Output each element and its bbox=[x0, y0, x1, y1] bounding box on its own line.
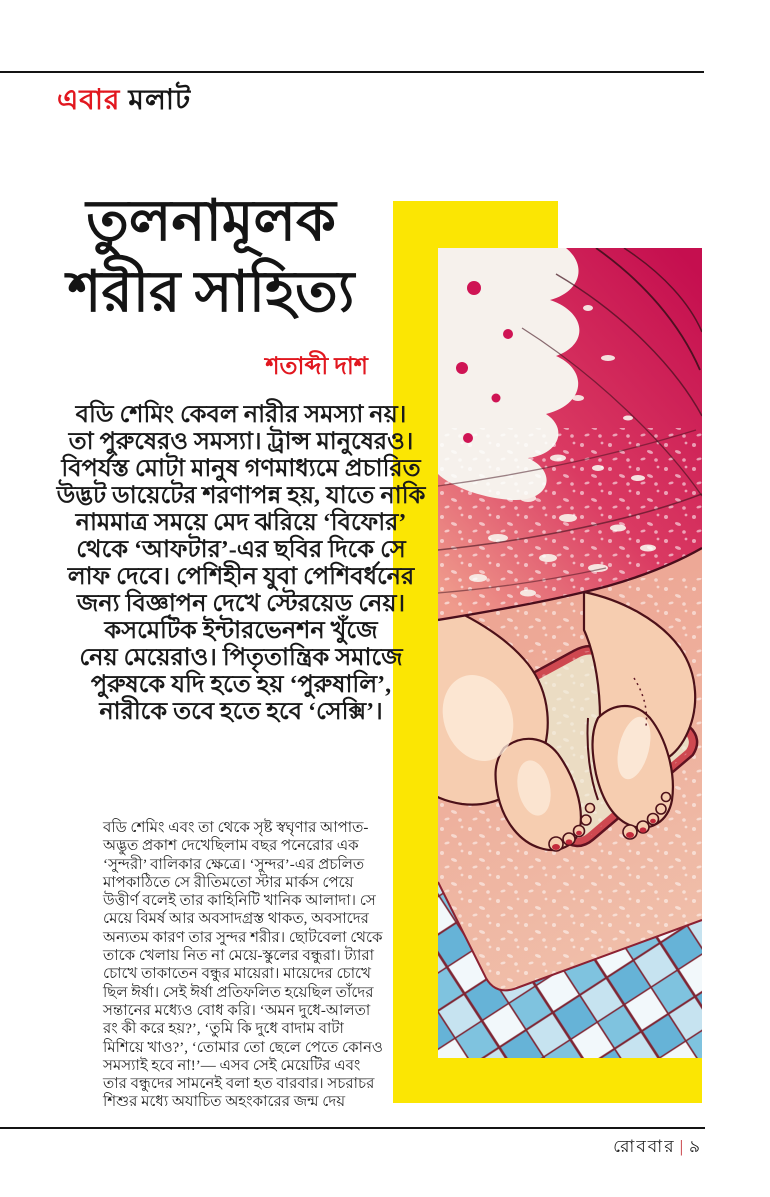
body-line: সমস্যাই হবে না!’— এসব সেই মেয়েটির এবং bbox=[103, 1057, 361, 1074]
headline-line-1: তুলনামূলক bbox=[86, 190, 336, 253]
intro-line: কসমেটিক ইন্টারভেনশন খুঁজে bbox=[104, 618, 378, 644]
feet-on-weighing-scale-illustration bbox=[438, 248, 702, 1058]
intro-line: তা পুরুষেরও সমস্যা। ট্রান্স মানুষেরও। bbox=[68, 429, 414, 455]
footer-rule bbox=[0, 1127, 705, 1129]
intro-line: জন্য বিজ্ঞাপন দেখে স্টেরয়েড নেয়। bbox=[76, 591, 406, 617]
top-rule bbox=[0, 71, 704, 73]
intro-line: নামমাত্র সময়ে মেদ ঝরিয়ে ‘বিফোর’ bbox=[75, 510, 407, 536]
body-line: তাকে খেলায় নিত না মেয়ে-স্কুলের বন্ধুরা। ট্যারা bbox=[103, 948, 374, 965]
intro-line: নারীকে তবে হতে হবে ‘সেক্সি’। bbox=[99, 699, 383, 725]
body-line: বডি শেমিং এবং তা থেকে সৃষ্ট স্বঘৃণার আপাত- bbox=[103, 820, 369, 836]
intro-line: পুরুষকে যদি হতে হয় ‘পুরুষালি’, bbox=[90, 672, 392, 698]
section-kicker bbox=[57, 78, 191, 125]
intro-line: থেকে ‘আফটার’-এর ছবির দিকে সে bbox=[76, 537, 406, 563]
intro-line: নেয় মেয়েরাও। পিতৃতান্ত্রিক সমাজে bbox=[79, 645, 403, 671]
body-line: ‘সুন্দরী’ বালিকার ক্ষেত্রে। ‘সুন্দর’-এর প্রচলিত bbox=[103, 856, 365, 873]
body-line: তার বন্ধুদের সামনেই বলা হত বারবার। সচরাচর bbox=[103, 1076, 375, 1093]
kicker-word-1: এবার bbox=[57, 85, 121, 116]
body-line: মাপকাঠিতে সে রীতিমতো স্টার মার্কস পেয়ে bbox=[103, 874, 354, 891]
intro-line: উদ্ভট ডায়েটের শরণাপন্ন হয়, যাতে নাকি bbox=[56, 483, 426, 509]
article-headline bbox=[48, 186, 374, 328]
page-number: ৯ bbox=[688, 1137, 702, 1156]
author-byline: শতাব্দী দাশ bbox=[265, 354, 368, 380]
intro-paragraph bbox=[50, 402, 432, 726]
magazine-name: রোববার bbox=[613, 1137, 676, 1156]
page-footer bbox=[613, 1134, 702, 1162]
body-line: রং কী করে হয়?’, ‘তুমি কি দুধে বাদাম বাটা bbox=[103, 1021, 344, 1038]
body-paragraph bbox=[103, 819, 445, 1112]
drape bbox=[438, 248, 702, 623]
kicker-word-2: মলাট bbox=[128, 85, 192, 116]
body-line: শিশুর মধ্যে অযাচিত অহংকারের জন্ম দেয় bbox=[103, 1094, 346, 1111]
body-line: উত্তীর্ণ বলেই তার কাহিনিটি খানিক আলাদা। সে bbox=[103, 893, 376, 910]
headline-line-2: শরীর সাহিত্য bbox=[67, 261, 355, 324]
body-line: অন্যতম কারণ তার সুন্দর শরীর। ছোটবেলা থেকে bbox=[103, 929, 383, 946]
footer-separator: | bbox=[679, 1137, 685, 1156]
body-line: অদ্ভুত প্রকাশ দেখেছিলাম বছর পনেরোর এক bbox=[103, 838, 359, 855]
intro-line: লাফ দেবে। পেশিহীন যুবা পেশিবর্ধনের bbox=[67, 564, 415, 590]
intro-line: বডি শেমিং কেবল নারীর সমস্যা নয়। bbox=[75, 402, 407, 428]
body-line: চোখে তাকাতেন বন্ধুর মায়েরা। মায়েদের চোখে bbox=[103, 966, 371, 983]
body-line: মিশিয়ে খাও?’, ‘তোমার তো ছেলে পেতে কোনও bbox=[103, 1039, 383, 1056]
body-line: মেয়ে বিমর্ষ আর অবসাদগ্রস্ত থাকত, অবসাদের bbox=[103, 911, 369, 928]
body-line: ছিল ঈর্ষা। সেই ঈর্ষা প্রতিফলিত হয়েছিল তাঁদের bbox=[103, 984, 374, 1001]
body-line: সন্তানের মধ্যেও বোধ করি। ‘অমন দুধে-আলতা bbox=[103, 1002, 371, 1019]
intro-line: বিপর্যস্ত মোটা মানুষ গণমাধ্যমে প্রচারিত bbox=[61, 456, 421, 482]
